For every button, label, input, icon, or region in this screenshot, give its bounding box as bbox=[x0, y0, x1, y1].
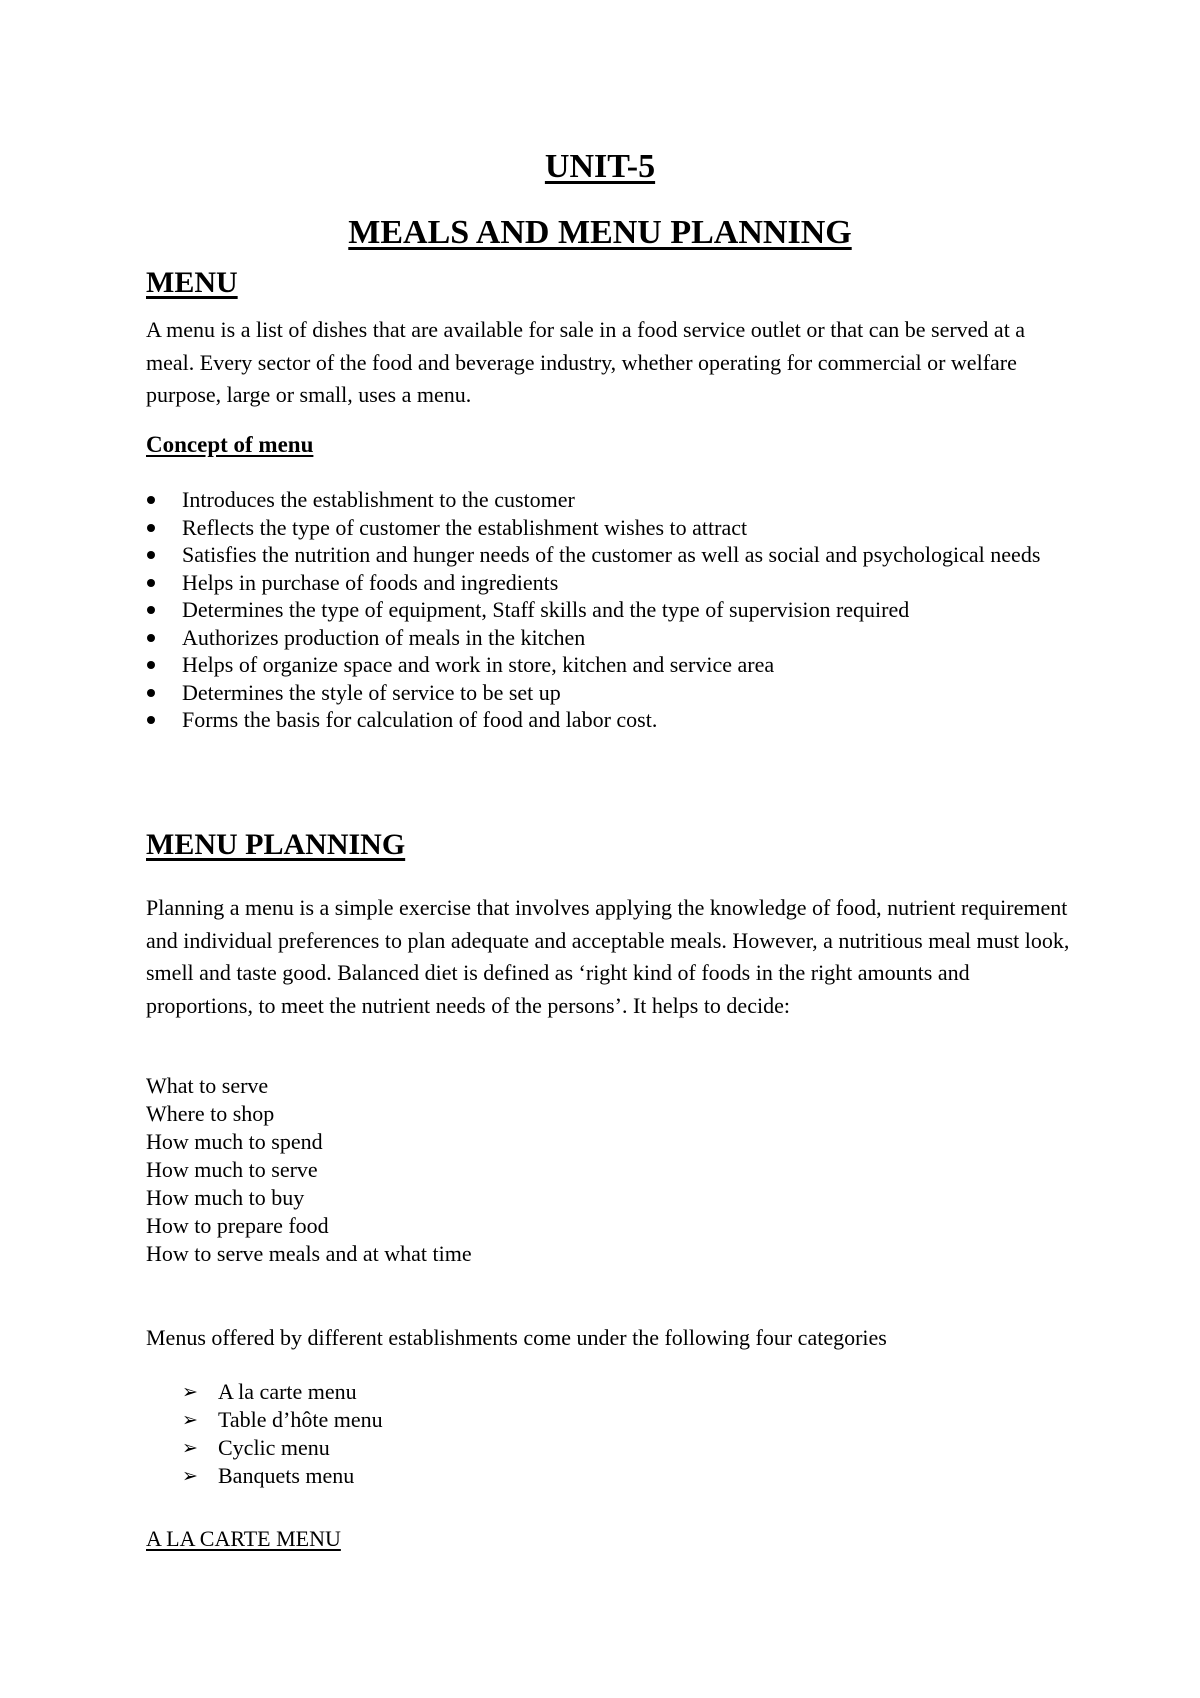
bullet-text: Reflects the type of customer the establishment wishes to attract bbox=[182, 514, 748, 540]
bullet-icon bbox=[147, 661, 155, 669]
list-item bbox=[182, 1406, 383, 1434]
concept-heading: Concept of menu bbox=[146, 432, 314, 457]
bullet-icon bbox=[147, 716, 155, 724]
bullet-icon bbox=[147, 606, 155, 614]
category-text: A la carte menu bbox=[218, 1379, 357, 1404]
concept-bullet-list bbox=[146, 486, 1046, 734]
category-text: Banquets menu bbox=[218, 1463, 355, 1488]
arrow-bullet-icon: ➢ bbox=[182, 1437, 198, 1459]
bullet-text: Authorizes production of meals in the kitchen bbox=[182, 624, 586, 650]
category-text: Cyclic menu bbox=[218, 1435, 330, 1460]
unit-title: UNIT-5 bbox=[544, 148, 656, 185]
bullet-icon bbox=[147, 634, 155, 642]
arrow-bullet-icon: ➢ bbox=[182, 1381, 198, 1403]
bullet-text: Determines the style of service to be set up bbox=[182, 679, 561, 705]
category-text: Table d’hôte menu bbox=[218, 1407, 383, 1432]
bullet-icon bbox=[147, 689, 155, 697]
menu-categories-list bbox=[182, 1378, 383, 1490]
list-item: How much to spend bbox=[146, 1129, 323, 1154]
list-item: How much to serve bbox=[146, 1157, 318, 1182]
list-item bbox=[182, 1462, 383, 1490]
list-item bbox=[146, 596, 1046, 624]
arrow-bullet-icon: ➢ bbox=[182, 1409, 198, 1431]
menu-planning-heading: MENU PLANNING bbox=[146, 828, 406, 861]
menu-planning-paragraph: Planning a menu is a simple exercise that involves applying the knowledge of food, nutrient requirement and individual preferences to plan adequate and acceptable meals. However, a nutritious meal must look, smell and taste good. Balanced diet is defined as ‘right kind of foods in the right amounts and proportions, to meet the nutrient needs of the persons’. It helps to decide: bbox=[146, 895, 1070, 1018]
document-title: MEALS AND MENU PLANNING bbox=[348, 214, 852, 251]
bullet-text: Determines the type of equipment, Staff skills and the type of supervision required bbox=[182, 597, 910, 622]
list-item: How much to buy bbox=[146, 1185, 305, 1210]
bullet-text: Satisfies the nutrition and hunger needs of the customer as well as social and psychological needs bbox=[182, 542, 1041, 567]
list-item bbox=[182, 1378, 383, 1406]
a-la-carte-heading: A LA CARTE MENU bbox=[146, 1526, 341, 1551]
arrow-bullet-icon: ➢ bbox=[182, 1465, 198, 1487]
bullet-text: Helps of organize space and work in store, kitchen and service area bbox=[182, 652, 775, 677]
decisions-list bbox=[146, 1072, 472, 1268]
list-item bbox=[146, 486, 1046, 514]
list-item: Where to shop bbox=[146, 1101, 275, 1126]
categories-intro: Menus offered by different establishments come under the following four categories bbox=[146, 1325, 887, 1350]
bullet-text: Introduces the establishment to the customer bbox=[182, 487, 575, 512]
list-item bbox=[146, 706, 1046, 734]
list-item bbox=[146, 514, 1046, 542]
list-item bbox=[146, 679, 1046, 707]
bullet-icon bbox=[147, 551, 155, 559]
bullet-icon bbox=[147, 524, 155, 532]
list-item bbox=[146, 569, 1046, 597]
menu-paragraph: A menu is a list of dishes that are available for sale in a food service outlet or that can be served at a meal. Every sector of the food and beverage industry, whether operating for commercial or welfare purpose, large or small, uses a menu. bbox=[146, 317, 1026, 407]
list-item: How to prepare food bbox=[146, 1213, 329, 1238]
list-item bbox=[146, 541, 1046, 569]
list-item: How to serve meals and at what time bbox=[146, 1241, 472, 1266]
list-item: What to serve bbox=[146, 1073, 269, 1098]
list-item bbox=[182, 1434, 383, 1462]
list-item bbox=[146, 651, 1046, 679]
bullet-icon bbox=[147, 496, 155, 504]
bullet-text: Forms the basis for calculation of food and labor cost. bbox=[182, 707, 658, 732]
bullet-text: Helps in purchase of foods and ingredients bbox=[182, 569, 559, 595]
bullet-icon bbox=[147, 579, 155, 587]
menu-heading: MENU bbox=[146, 266, 238, 299]
list-item bbox=[146, 624, 1046, 652]
